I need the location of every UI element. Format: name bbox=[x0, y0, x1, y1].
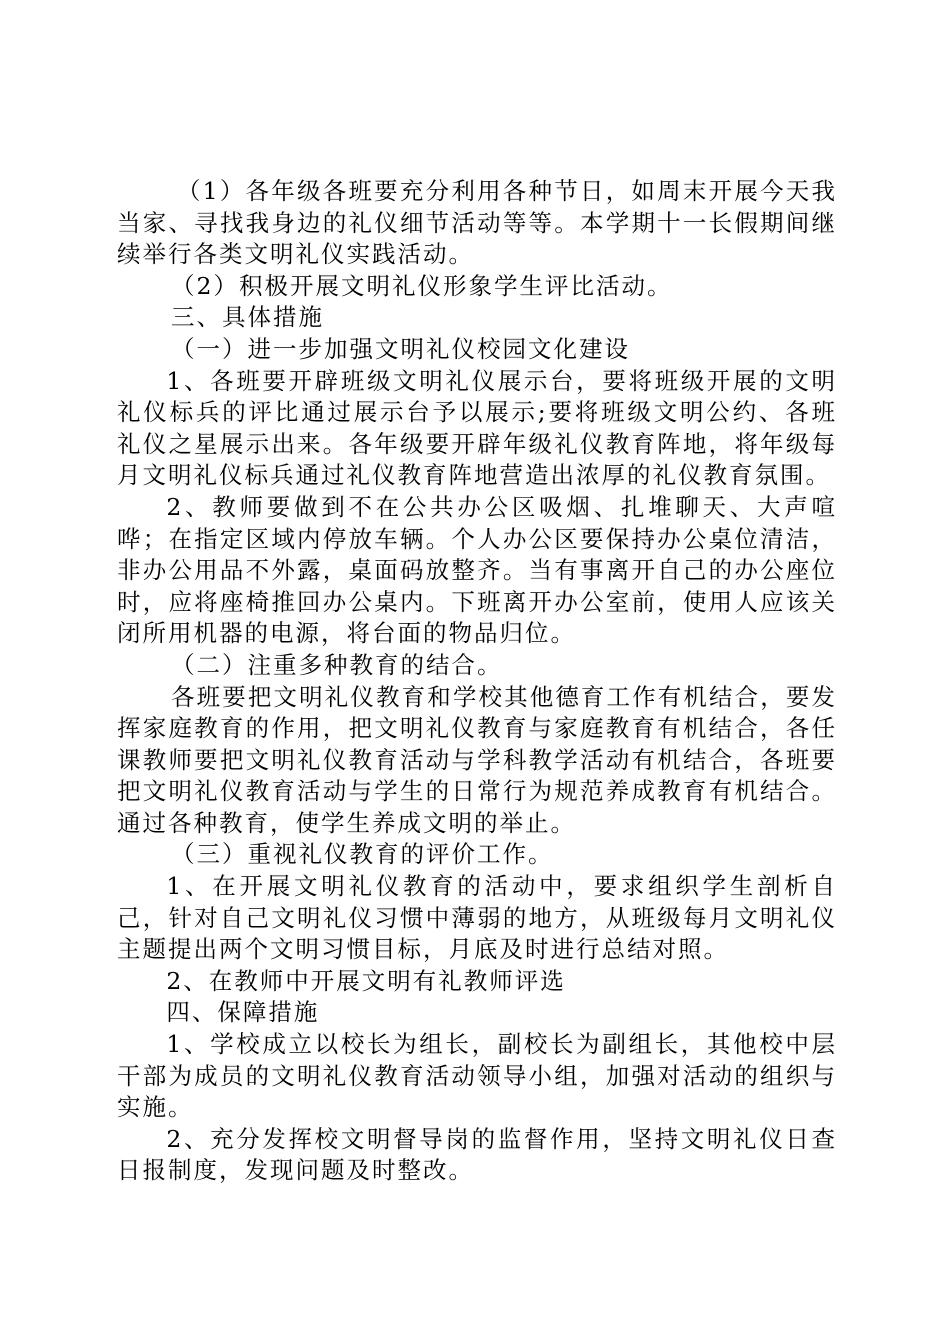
paragraph-supervision: 2、充分发挥校文明督导岗的监督作用，坚持文明礼仪日查日报制度，发现问题及时整改。 bbox=[117, 1124, 837, 1185]
paragraph-activity-1: （1）各年级各班要充分利用各种节日，如周末开展今天我当家、寻找我身边的礼仪细节活动等等。本学期十一长假期间继续举行各类文明礼仪实践活动。 bbox=[117, 177, 837, 269]
subheading-campus-culture: （一）进一步加强文明礼仪校园文化建设 bbox=[171, 334, 631, 363]
subheading-evaluation: （三）重视礼仪教育的评价工作。 bbox=[171, 840, 554, 869]
paragraph-self-analysis: 1、在开展文明礼仪教育的活动中，要求组织学生剖析自己，针对自己文明礼仪习惯中薄弱的地方，从班级每月文明礼仪主题提出两个文明习惯目标，月底及时进行总结对照。 bbox=[117, 872, 837, 964]
document-body bbox=[117, 176, 837, 1187]
paragraph-combined-education: 各班要把文明礼仪教育和学校其他德育工作有机结合，要发挥家庭教育的作用，把文明礼仪教育与家庭教育有机结合，各任课教师要把文明礼仪教育活动与学科教学活动有机结合，各班要把文明礼仪教育活动与学生的日常行为规范养成教育有机结合。通过各种教育，使学生养成文明的举止。 bbox=[117, 682, 837, 837]
subheading-combined-education: （二）注重多种教育的结合。 bbox=[171, 650, 503, 679]
paragraph-activity-2: （2）积极开展文明礼仪形象学生评比活动。 bbox=[171, 271, 673, 300]
paragraph-display-board: 1、各班要开辟班级文明礼仪展示台，要将班级开展的文明礼仪标兵的评比通过展示台予以展示;要将班级文明公约、各班礼仪之星展示出来。各年级要开辟年级礼仪教育阵地，将年级每月文明礼仪标兵通过礼仪教育阵地营造出浓厚的礼仪教育氛围。 bbox=[117, 366, 837, 490]
paragraph-leadership-group: 1、学校成立以校长为组长，副校长为副组长，其他校中层干部为成员的文明礼仪教育活动领导小组，加强对活动的组织与实施。 bbox=[117, 1030, 837, 1122]
section-heading-measures: 三、具体措施 bbox=[171, 303, 325, 332]
paragraph-teacher-conduct: 2、教师要做到不在公共办公区吸烟、扎堆聊天、大声喧哗；在指定区域内停放车辆。个人办公区要保持办公桌位清洁，非办公用品不外露，桌面码放整齐。当有事离开自己的办公座位时，应将座椅推回办公桌内。下班离开办公室前，使用人应该关闭所用机器的电源，将台面的物品归位。 bbox=[117, 492, 837, 648]
section-heading-guarantee: 四、保障措施 bbox=[166, 998, 320, 1027]
paragraph-teacher-selection: 2、在教师中开展文明有礼教师评选 bbox=[166, 966, 566, 995]
